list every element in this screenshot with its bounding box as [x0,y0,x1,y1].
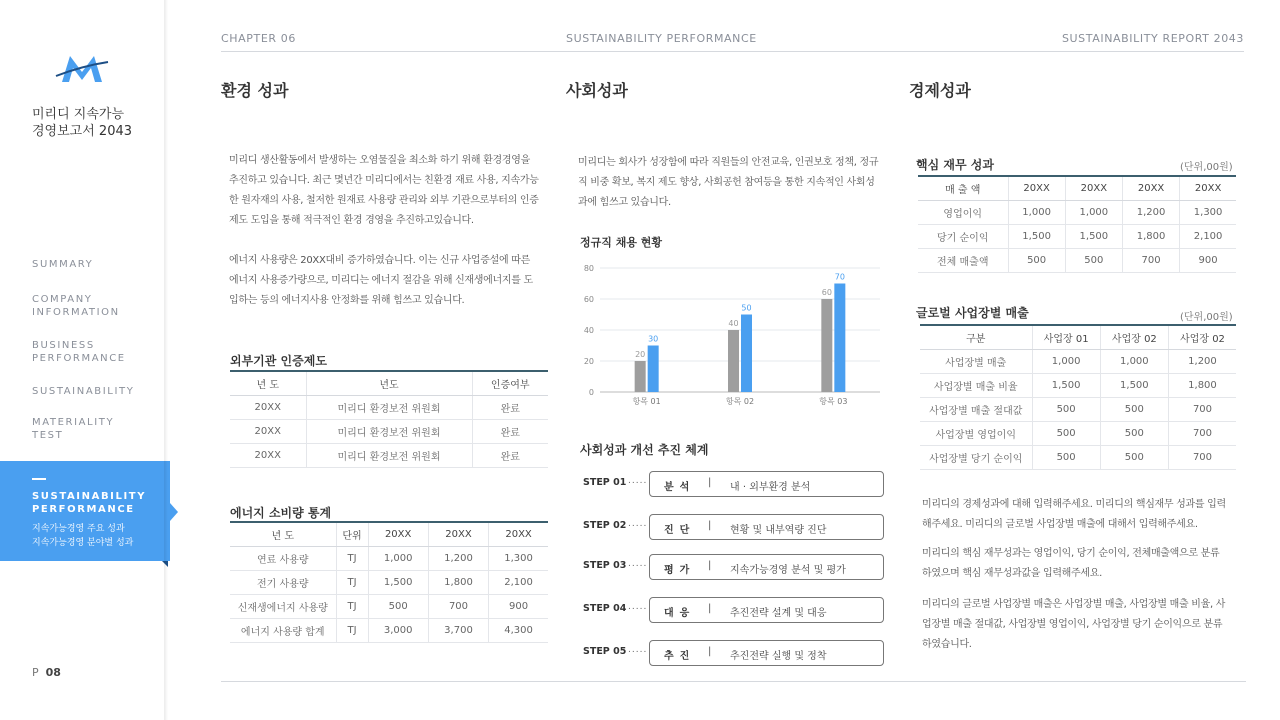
sidebar-item-business-performance[interactable] [0,339,126,365]
sidebar-item-label: TEST [32,430,64,441]
table-cell: 사업장별 매출 [920,349,1032,373]
sidebar-item-label: PERFORMANCE [32,353,126,364]
sidebar-item-label: SUMMARY [32,259,94,270]
core-finance-table [918,175,1236,273]
y-tick-label: 20 [583,357,594,366]
table-cell: 900 [1180,248,1236,272]
table-cell: 완료 [472,443,548,467]
table-cell: 사업장별 매출 절대값 [920,397,1032,421]
table-cell: 미리디 환경보전 위원회 [306,395,472,419]
table-cell: 1,500 [368,570,428,594]
table-cell: 1,300 [489,546,548,570]
step-separator: | [708,477,712,488]
table-row [920,349,1236,373]
sidebar-shadow [164,0,168,720]
core-table-unit: (단위,00원) [1180,162,1233,173]
step-row-05 [583,640,885,666]
table-cell: 2,100 [489,570,548,594]
bar [728,330,739,392]
data-label: 30 [648,334,659,344]
step-box [649,471,884,497]
sidebar-subitem-main-performance[interactable]: 지속가능경영 주요 성과 [32,524,125,534]
x-tick-label: 항목 02 [725,397,755,406]
table-cell: 1,000 [1100,349,1168,373]
table-row [230,570,548,594]
step-desc: 현황 및 내부역량 진단 [730,525,827,536]
social-title: 사회성과 [566,81,628,100]
table-cell: 1,500 [1008,224,1065,248]
table-cell: 당기 순이익 [918,224,1008,248]
sidebar-item-label: SUSTAINABILITY [32,386,135,397]
sidebar-item-materiality-test[interactable] [0,416,114,442]
y-tick-label: 60 [583,295,594,304]
table-row [920,397,1236,421]
step-box [649,554,884,580]
table-cell: 500 [1032,397,1100,421]
table-cell: 에너지 사용량 합계 [230,618,336,642]
data-label: 60 [821,288,832,297]
x-tick-label: 항목 01 [632,397,661,406]
table-cell: TJ [336,594,368,618]
table-cell: 신재생에너지 사용량 [230,594,336,618]
energy-table-title: 에너지 소비량 통계 [230,506,332,520]
sidebar [0,0,164,720]
table-cell: 1,500 [1065,224,1122,248]
table-cell: 완료 [472,419,548,443]
text-line: 에너지 사용량은 20XX대비 증가하였습니다. 이는 신규 사업증설에 따른 [229,255,530,266]
table-cell: 700 [1122,248,1179,272]
table-header: 20XX [368,522,428,546]
bar [741,315,752,393]
text-line: 미리디의 글로벌 사업장별 매출은 사업장별 매출, 사업장별 매출 비율, 사 [922,599,1226,610]
text-line: 해주세요. 미리디의 글로벌 사업장별 매출에 대해서 입력해주세요. [922,519,1198,530]
env-title: 환경 성과 [221,81,289,100]
table-row [230,419,548,443]
table-cell: 700 [1168,421,1236,445]
active-indicator [32,478,46,480]
table-cell: 500 [1008,248,1065,272]
text-line: 미리디의 경제성과에 대해 입력해주세요. 미리디의 핵심재무 성과를 입력 [922,499,1226,510]
sidebar-item-label: BUSINESS [32,340,95,351]
econ-paragraph-3 [922,595,1242,655]
text-line: 추진하고 있습니다. 최근 몇년간 미리디에서는 친환경 재료 사용, 지속가능 [229,175,539,186]
table-header: 20XX [1008,176,1065,200]
step-desc: 지속가능경영 분석 및 평가 [730,565,846,576]
table-header: 20XX [428,522,488,546]
table-cell: TJ [336,618,368,642]
table-cell: 20XX [230,443,306,467]
step-label: STEP 01 [583,477,627,488]
econ-paragraph-1 [922,495,1242,535]
table-cell: 미리디 환경보전 위원회 [306,443,472,467]
table-row [920,421,1236,445]
table-header-row [918,176,1236,200]
table-header: 20XX [1065,176,1122,200]
sidebar-item-label: COMPANY [32,294,93,305]
table-cell: 4,300 [489,618,548,642]
step-key: 추진 [664,651,696,662]
step-dots: ..... [628,559,648,569]
table-header: 매 출 액 [918,176,1008,200]
sidebar-item-company-information[interactable] [0,293,120,319]
table-cell: 3,000 [368,618,428,642]
table-row [230,594,548,618]
chapter-label: CHAPTER 06 [221,32,296,45]
data-label: 70 [834,272,845,282]
table-cell: 전기 사용량 [230,570,336,594]
step-desc: 추진전략 설계 및 대응 [730,608,827,619]
active-arrow-icon [170,503,178,521]
x-tick-label: 항목 03 [819,397,848,406]
global-table-unit: (단위,00원) [1180,312,1233,323]
footer-divider [221,681,1246,682]
step-key: 대응 [664,608,696,619]
table-cell: 700 [1168,445,1236,469]
step-row-02 [583,514,885,540]
table-header: 년 도 [230,371,306,395]
table-header: 사업장 02 [1100,325,1168,349]
econ-paragraph-2 [922,544,1242,584]
text-line: 미리디 생산활동에서 발생하는 오염물질을 최소화 하기 위해 환경경영을 [229,155,530,166]
table-cell: 1,000 [1008,200,1065,224]
step-dots: ..... [628,602,648,612]
step-row-03 [583,554,885,580]
table-cell: 사업장별 영업이익 [920,421,1032,445]
table-cell: 500 [1032,445,1100,469]
text-line: 직 비중 확보, 복지 제도 향상, 사회공헌 참여등을 통한 지속적인 사회성 [578,177,875,188]
step-row-04 [583,597,885,623]
table-header: 20XX [489,522,548,546]
step-separator: | [708,560,712,571]
table-row [918,224,1236,248]
table-cell: TJ [336,546,368,570]
table-cell: 전체 매출액 [918,248,1008,272]
table-cell: 500 [1032,421,1100,445]
table-cell: 500 [1100,397,1168,421]
table-cell: 500 [1065,248,1122,272]
bar [648,346,659,393]
hiring-bar-chart [566,258,886,408]
table-cell: 20XX [230,395,306,419]
text-line: 업장별 매출 절대값, 사업장별 영업이익, 사업장별 당기 순이익으로 분류 [922,619,1223,630]
step-label: STEP 05 [583,646,627,657]
sidebar-subitem-field-performance[interactable]: 지속가능경영 분야별 성과 [32,538,134,548]
text-line: 하였으며 핵심 재무성과값을 입력해주세요. [922,568,1102,579]
page-number [32,666,61,679]
step-desc: 추진전략 실행 및 정착 [730,651,827,662]
table-cell: 500 [1100,421,1168,445]
global-table-title: 글로벌 사업장별 매출 [916,306,1029,320]
step-row-01 [583,471,885,497]
core-table-title: 핵심 재무 성과 [916,158,994,172]
table-cell: 사업장별 당기 순이익 [920,445,1032,469]
table-row [920,373,1236,397]
global-sales-table [920,324,1236,470]
table-cell: 연료 사용량 [230,546,336,570]
step-box [649,514,884,540]
step-label: STEP 02 [583,520,627,531]
report-label: SUSTAINABILITY REPORT 2043 [1061,32,1244,45]
step-label: STEP 03 [583,560,627,571]
step-label: STEP 04 [583,603,627,614]
table-cell: TJ [336,570,368,594]
table-cell: 1,800 [428,570,488,594]
text-line: 한 원자재의 사용, 철저한 원재료 사용량 관리와 외부 기관으로부터의 인증 [229,195,539,206]
table-header: 사업장 02 [1168,325,1236,349]
report-title-line: 미리디 지속가능 [32,107,125,122]
table-cell: 사업장별 매출 비율 [920,373,1032,397]
table-header: 구분 [920,325,1032,349]
step-separator: | [708,520,712,531]
table-header: 년 도 [230,522,336,546]
table-cell: 1,300 [1180,200,1236,224]
table-cell: 1,200 [1122,200,1179,224]
table-header: 년도 [306,371,472,395]
sidebar-item-sustainability-performance[interactable] [0,461,170,561]
step-desc: 내 · 외부환경 분석 [730,482,811,493]
text-line: 입하는 등의 에너지사용 안정화를 위해 힘쓰고 있습니다. [229,295,465,306]
table-cell: 700 [1168,397,1236,421]
step-dots: ..... [628,645,648,655]
table-cell: 20XX [230,419,306,443]
data-label: 40 [728,319,739,328]
text-line: 제도 도입을 통해 적극적인 환경 경영을 추진하고있습니다. [229,215,474,226]
social-paragraph [578,153,888,213]
table-header: 인증여부 [472,371,548,395]
table-cell: 1,500 [1100,373,1168,397]
section-label: SUSTAINABILITY PERFORMANCE [566,32,757,45]
sidebar-item-label: INFORMATION [32,307,120,318]
text-line: 하였습니다. [922,639,972,650]
report-title [32,106,160,140]
step-box [649,597,884,623]
data-label: 50 [741,303,752,313]
y-tick-label: 80 [583,264,594,273]
y-tick-label: 0 [588,388,594,397]
table-row [230,546,548,570]
sidebar-item-label: MATERIALITY [32,417,115,428]
data-label: 20 [635,350,646,359]
sidebar-item-summary[interactable] [0,258,93,271]
sidebar-item-label: PERFORMANCE [32,504,135,515]
page-prefix: P [32,666,39,679]
bar [834,284,845,393]
step-key: 평가 [664,565,696,576]
step-separator: | [708,646,712,657]
table-cell: 900 [489,594,548,618]
step-dots: ..... [628,476,648,486]
step-dots: ..... [628,519,648,529]
steps-title: 사회성과 개선 추진 체계 [580,443,709,457]
table-header: 20XX [1180,176,1236,200]
table-cell: 1,000 [1032,349,1100,373]
sidebar-item-sustainability[interactable] [0,385,134,398]
report-title-line: 경영보고서 2043 [32,124,133,139]
table-row [918,200,1236,224]
step-key: 진단 [664,525,696,536]
table-cell: 1,200 [428,546,488,570]
sidebar-item-label: SUSTAINABILITY [32,491,147,502]
table-cell: 500 [1100,445,1168,469]
table-cell: 영업이익 [918,200,1008,224]
econ-title: 경제성과 [909,81,971,100]
table-row [230,443,548,467]
env-paragraph-2 [229,251,559,311]
page-header [221,32,1244,52]
cert-table [230,370,548,468]
step-box [649,640,884,666]
y-tick-label: 40 [583,326,594,335]
step-key: 분석 [664,482,696,493]
table-cell: 1,000 [1065,200,1122,224]
table-row [918,248,1236,272]
energy-table [230,521,548,643]
table-row [230,395,548,419]
text-line: 미리디의 핵심 재무성과는 영업이익, 당기 순이익, 전체매출액으로 분류 [922,548,1220,559]
table-header-row [920,325,1236,349]
bar [635,361,646,392]
text-line: 에너지 사용증가량으로, 미리디는 에너지 절감을 위해 신재생에너지를 도 [229,275,533,286]
table-cell: 500 [368,594,428,618]
table-cell: 1,000 [368,546,428,570]
page-number-value: 08 [45,666,61,679]
env-paragraph-1 [229,151,559,231]
table-header: 사업장 01 [1032,325,1100,349]
table-cell: 미리디 환경보전 위원회 [306,419,472,443]
table-header-row [230,522,548,546]
table-cell: 1,800 [1168,373,1236,397]
cert-table-title: 외부기관 인증제도 [230,354,327,368]
table-cell: 3,700 [428,618,488,642]
bar [821,299,832,392]
text-line: 과에 힘쓰고 있습니다. [578,197,671,208]
table-cell: 1,800 [1122,224,1179,248]
table-header-row [230,371,548,395]
table-header: 20XX [1122,176,1179,200]
table-header: 단위 [336,522,368,546]
table-cell: 2,100 [1180,224,1236,248]
text-line: 미리디는 회사가 성장함에 따라 직원들의 안전교육, 인권보호 정책, 정규 [578,157,879,168]
brand-logo-icon [54,52,110,86]
table-cell: 1,500 [1032,373,1100,397]
table-row [230,618,548,642]
step-separator: | [708,603,712,614]
table-cell: 1,200 [1168,349,1236,373]
table-cell: 700 [428,594,488,618]
table-cell: 완료 [472,395,548,419]
table-row [920,445,1236,469]
chart-title: 정규직 채용 현황 [580,236,663,249]
